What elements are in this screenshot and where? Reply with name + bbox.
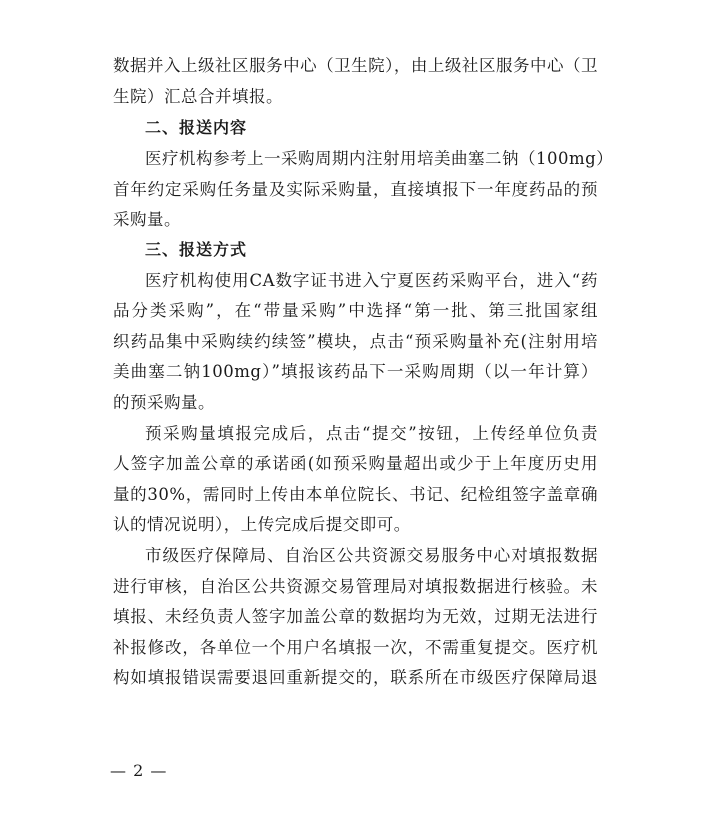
body-line: 织药品集中采购续约续签”模块，点击“预采购量补充(注射用培 xyxy=(113,332,598,351)
body-line: 填报、未经负责人签字加盖公章的数据均为无效，过期无法进行 xyxy=(113,607,598,626)
body-line: 品分类采购”，在“带量采购”中选择“第一批、第三批国家组 xyxy=(113,301,598,320)
body-line: 数据并入上级社区服务中心（卫生院），由上级社区服务中心（卫 xyxy=(113,56,598,75)
body-line: 补报修改，各单位一个用户名填报一次，不需重复提交。医疗机 xyxy=(113,638,598,657)
section-heading-content: 二、报送内容 xyxy=(145,118,248,137)
body-line: 人签字加盖公章的承诺函(如预采购量超出或少于上年度历史用 xyxy=(113,454,598,473)
body-line: 的预采购量。 xyxy=(113,393,215,412)
body-line: 采购量。 xyxy=(113,210,181,229)
body-line: 市级医疗保障局、自治区公共资源交易服务中心对填报数据 xyxy=(145,546,598,565)
body-line: 构如填报错误需要退回重新提交的，联系所在市级医疗保障局退 xyxy=(113,668,598,687)
body-line: 首年约定采购任务量及实际采购量，直接填报下一年度药品的预 xyxy=(113,180,598,199)
page-number: — 2 — xyxy=(110,761,168,780)
body-line: 美曲塞二钠100mg）”填报该药品下一采购周期（以一年计算） xyxy=(113,362,598,381)
body-line: 进行审核，自治区公共资源交易管理局对填报数据进行核验。未 xyxy=(113,577,598,596)
body-line: 认的情况说明），上传完成后提交即可。 xyxy=(113,515,411,534)
body-line: 生院）汇总合并填报。 xyxy=(113,87,283,106)
body-line: 量的30%，需同时上传由本单位院长、书记、纪检组签字盖章确 xyxy=(113,485,598,504)
body-line: 预采购量填报完成后，点击“提交”按钮，上传经单位负责 xyxy=(145,424,598,443)
body-line: 医疗机构使用CA数字证书进入宁夏医药采购平台，进入“药 xyxy=(145,271,598,290)
body-line: 医疗机构参考上一采购周期内注射用培美曲塞二钠（100mg） xyxy=(145,149,614,168)
section-heading-method: 三、报送方式 xyxy=(145,240,248,259)
